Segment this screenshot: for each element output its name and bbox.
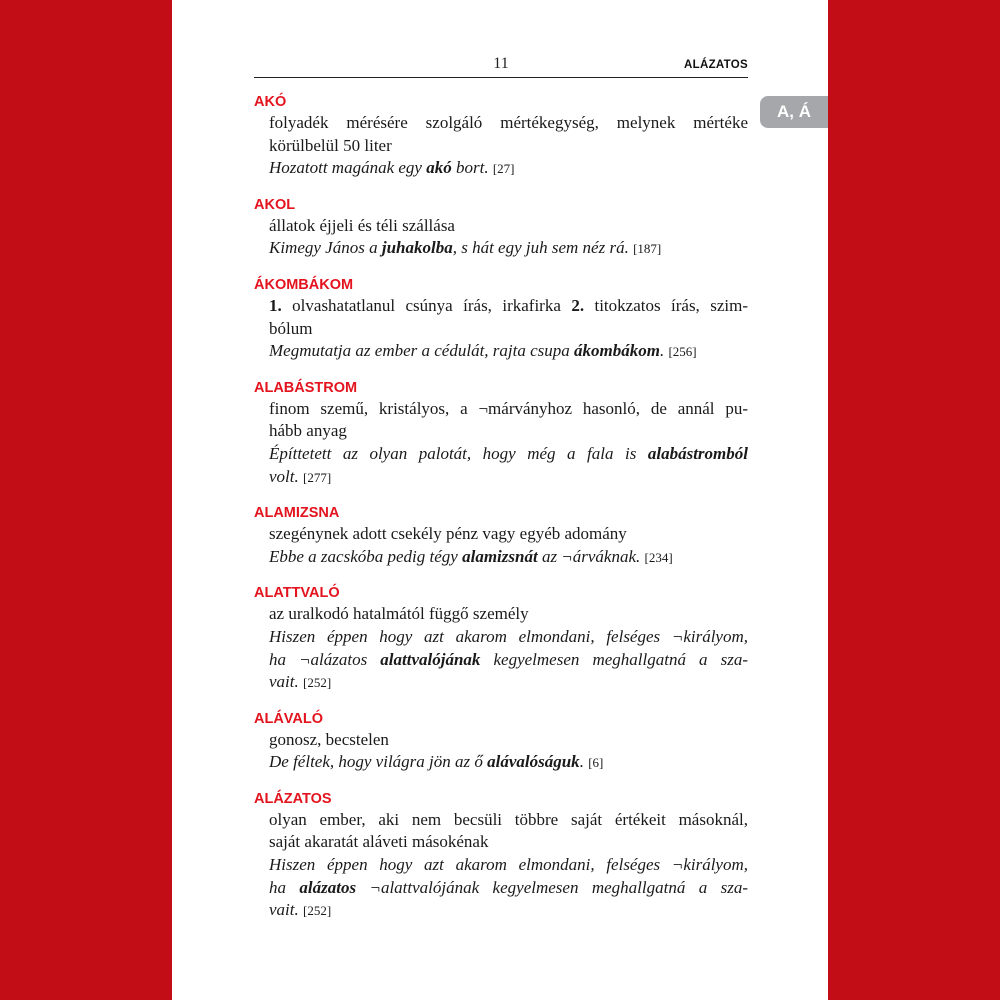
- entry-akombakom: [254, 275, 748, 364]
- definition-line: 1. olvashatatlanul csúnya írás, irkafirka 2. titokzatos írás, szim-: [269, 295, 748, 315]
- example-line: Megmutatja az ember a cédulát, rajta csupa ákombákom. [256]: [269, 341, 697, 361]
- example-line: ha ¬alázatos alattvalójának kegyelmesen meghallgatná a sza-: [269, 649, 748, 669]
- example-line: Hiszen éppen hogy azt akarom elmondani, felséges ¬királyom,: [269, 855, 748, 875]
- example-line: Hozatott magának egy akó bort. [27]: [269, 158, 515, 178]
- source-ref: [252]: [303, 903, 332, 919]
- keyword: alamizsnát: [462, 546, 538, 566]
- example-line: Kimegy János a juhakolba, s hát egy juh sem néz rá. [187]: [269, 238, 662, 258]
- sense-number: 1.: [269, 295, 282, 315]
- entry-alattvalo: [254, 583, 748, 694]
- source-ref: [234]: [644, 549, 673, 565]
- entry-ako: [254, 92, 748, 181]
- page-header: [254, 55, 748, 78]
- dictionary-entries: [254, 92, 748, 937]
- example-line: vait. [252]: [269, 672, 332, 692]
- entry-alabastrom: [254, 378, 748, 489]
- example-line: vait. [252]: [269, 900, 332, 920]
- headword: ÁKOMBÁKOM: [254, 276, 354, 293]
- entry-alamizsna: [254, 503, 748, 569]
- definition-line: finom szemű, kristályos, a ¬márványhoz hasonló, de annál pu-: [269, 398, 748, 418]
- keyword: alázatos: [299, 877, 357, 897]
- example-line: Építtetett az olyan palotát, hogy még a fala is alabástromból: [269, 443, 748, 463]
- example-line: Hiszen éppen hogy azt akarom elmondani, felséges ¬királyom,: [269, 626, 748, 646]
- definition-line: gonosz, becstelen: [269, 729, 389, 749]
- headword: ALAMIZSNA: [254, 505, 340, 522]
- headword: ALABÁSTROM: [254, 379, 358, 396]
- source-ref: [187]: [633, 241, 662, 257]
- source-ref: [252]: [303, 675, 332, 691]
- page-number: 11: [493, 55, 509, 72]
- definition-line: olyan ember, aki nem becsüli többre saját értékeit másoknál,: [269, 809, 748, 829]
- definition-line: állatok éjjeli és téli szállása: [269, 215, 455, 235]
- headword: ALÁZATOS: [254, 790, 332, 807]
- headword: AKOL: [254, 196, 296, 213]
- definition-line: szegénynek adott csekély pénz vagy egyéb adomány: [269, 524, 627, 544]
- entry-akol: [254, 195, 748, 261]
- thumb-index-tab: A, Á: [760, 96, 828, 128]
- keyword: alabástromból: [647, 443, 748, 463]
- source-ref: [277]: [303, 469, 332, 485]
- example-line: ha alázatos ¬alattvalójának kegyelmesen meghallgatná a sza-: [269, 877, 749, 897]
- definition-line: saját akaratát aláveti másokénak: [269, 832, 489, 852]
- definition-line: hább anyag: [269, 421, 347, 441]
- entry-alavalo: [254, 709, 748, 775]
- entry-alazatos: [254, 789, 748, 923]
- source-ref: [256]: [668, 344, 697, 360]
- definition-line: az uralkodó hatalmától függő személy: [269, 604, 529, 624]
- sense-number: 2.: [571, 295, 585, 315]
- definition-line: bólum: [269, 318, 313, 338]
- source-ref: [27]: [492, 161, 515, 177]
- keyword: akó: [426, 158, 452, 178]
- example-line: volt. [277]: [269, 466, 332, 486]
- source-ref: [6]: [588, 755, 604, 771]
- running-head: ALÁZATOS: [684, 59, 748, 71]
- definition-line: folyadék mérésére szolgáló mértékegység, melynek mértéke: [269, 113, 748, 132]
- keyword: alávalóságuk: [487, 752, 580, 772]
- example-line: De féltek, hogy világra jön az ő alávalóságuk. [6]: [269, 752, 604, 772]
- headword: ALÁVALÓ: [254, 710, 324, 727]
- headword: ALATTVALÓ: [254, 585, 340, 602]
- definition-line: körülbelül 50 liter: [269, 135, 392, 155]
- keyword: ákombákom: [574, 341, 660, 361]
- example-line: Ebbe a zacskóba pedig tégy alamizsnát az ¬árváknak. [234]: [269, 546, 673, 566]
- keyword: juhakolba: [381, 238, 453, 258]
- keyword: alattvalójának: [380, 649, 481, 669]
- headword: AKÓ: [254, 94, 287, 110]
